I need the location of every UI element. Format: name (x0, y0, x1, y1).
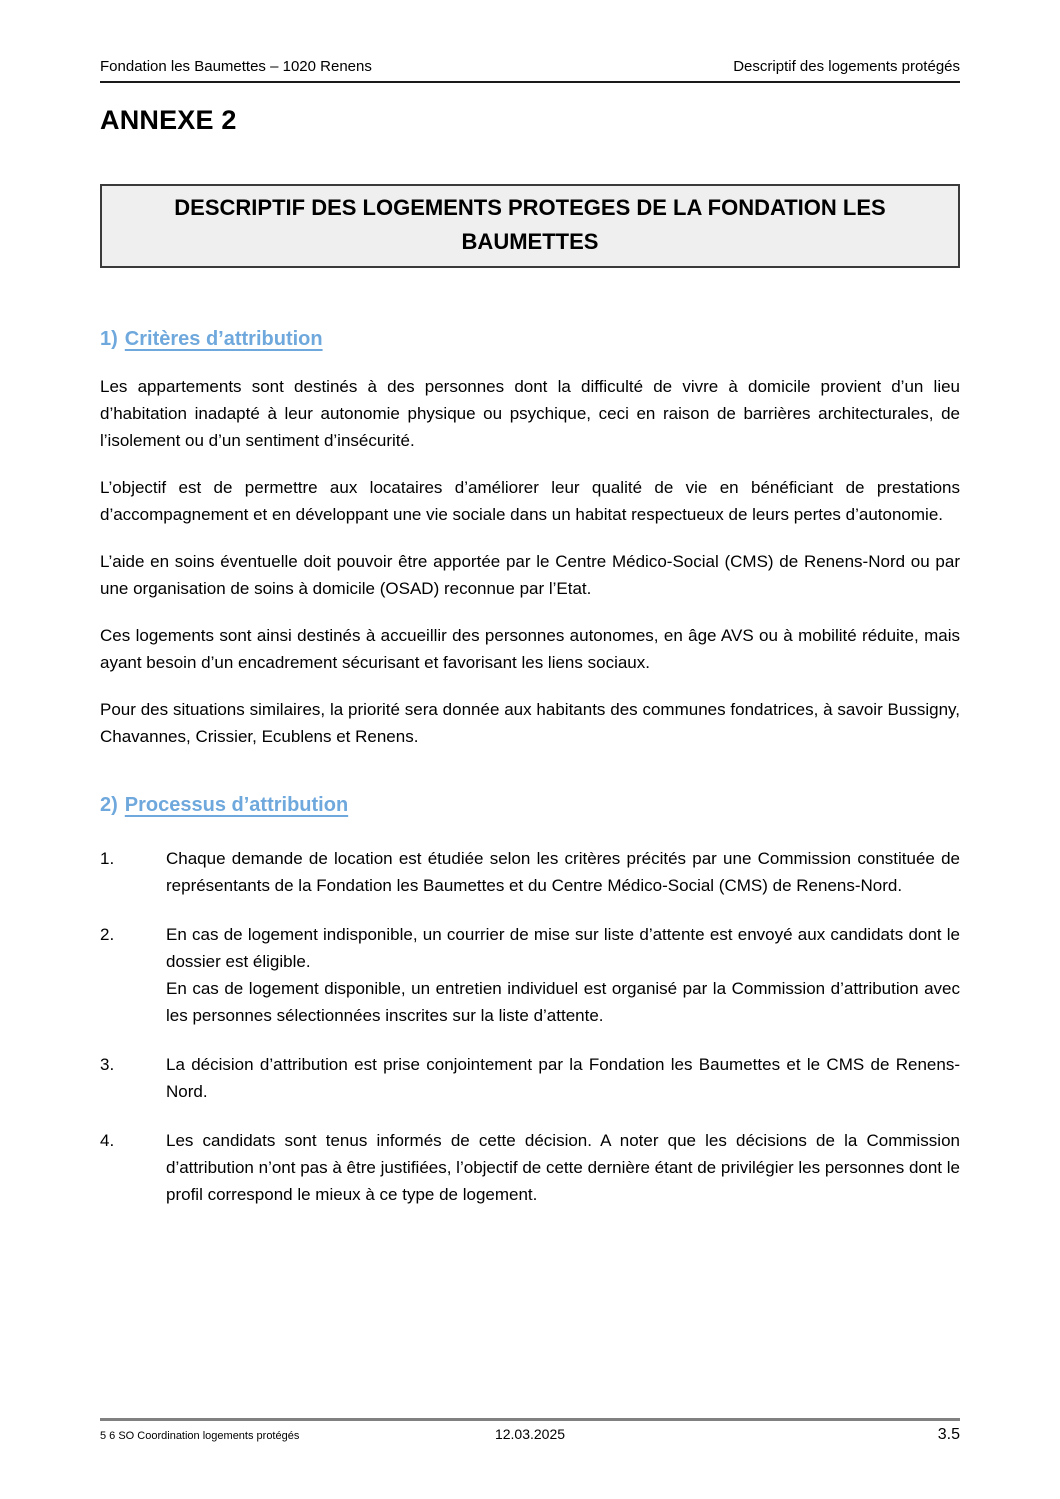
list-item-4 (100, 1127, 960, 1208)
list-item-number: 4. (100, 1131, 115, 1150)
document-title-box: DESCRIPTIF DES LOGEMENTS PROTEGES DE LA FONDATION LES BAUMETTES (100, 184, 960, 268)
section-2-heading (100, 794, 960, 817)
list-item-2 (100, 921, 960, 1029)
list-item-number: 2. (100, 925, 115, 944)
list-item-body (166, 921, 960, 1029)
numbered-list (100, 845, 960, 1230)
section-2-title: Processus d’attribution (124, 794, 349, 816)
list-item-1 (100, 845, 960, 899)
annexe-title: ANNEXE 2 (100, 105, 237, 135)
section-2-number: 2) (100, 794, 118, 816)
page-footer (100, 1418, 960, 1444)
list-item-3 (100, 1051, 960, 1105)
list-item-text: En cas de logement indisponible, un courrier de mise sur liste d’attente est envoyé aux candidats dont le dossier est éligible. (166, 925, 960, 971)
list-item-text: En cas de logement disponible, un entretien individuel est organisé par la Commission d’attribution avec les personnes sélectionnées inscrites sur la liste d’attente. (166, 979, 960, 1025)
paragraph: L’objectif est de permettre aux locataires d’améliorer leur qualité de vie en bénéficiant de prestations d’accompagnement et en développant une vie sociale dans un habitat respectueux de leurs pertes d’autonomie. (100, 478, 960, 524)
page-header (100, 58, 960, 83)
footer-page-number: 3.5 (937, 1426, 960, 1443)
list-item-body (166, 1051, 960, 1105)
section-1-heading (100, 328, 960, 351)
footer-date: 12.03.2025 (494, 1426, 566, 1442)
list-item-text: La décision d’attribution est prise conjointement par la Fondation les Baumettes et le CMS de Renens-Nord. (166, 1055, 960, 1101)
list-item-text: Les candidats sont tenus informés de cette décision. A noter que les décisions de la Commission d’attribution n’ont pas à être justifiées, l’objectif de cette dernière étant de privilégier les personnes dont le profil correspond le mieux à ce type de logement. (166, 1131, 960, 1204)
header-right-text: Descriptif des logements protégés (733, 58, 960, 75)
header-left-text: Fondation les Baumettes – 1020 Renens (100, 58, 372, 75)
list-item-number: 3. (100, 1055, 115, 1074)
paragraph: Pour des situations similaires, la priorité sera donnée aux habitants des communes fondatrices, à savoir Bussigny, Chavannes, Crissier, Ecublens et Renens. (100, 700, 960, 746)
list-item-body (166, 1127, 960, 1208)
section-1-number: 1) (100, 328, 118, 350)
list-item-text: Chaque demande de location est étudiée selon les critères précités par une Commission constituée de représentants de la Fondation les Baumettes et du Centre Médico-Social (CMS) de Renens-Nord. (166, 849, 960, 895)
paragraph: L’aide en soins éventuelle doit pouvoir être apportée par le Centre Médico-Social (CMS) de Renens-Nord ou par une organisation de soins à domicile (OSAD) reconnue par l’Etat. (100, 552, 960, 598)
footer-document-reference: 5 6 SO Coordination logements protégés (100, 1430, 300, 1442)
paragraph: Les appartements sont destinés à des personnes dont la difficulté de vivre à domicile provient d’un lieu d’habitation inadapté à leur autonomie physique ou psychique, ceci en raison de barrières architecturales, de l’isolement ou d’un sentiment d’insécurité. (100, 377, 960, 450)
paragraph: Ces logements sont ainsi destinés à accueillir des personnes autonomes, en âge AVS ou à mobilité réduite, mais ayant besoin d’un encadrement sécurisant et favorisant les liens sociaux. (100, 626, 960, 672)
list-item-number: 1. (100, 849, 115, 868)
list-item-body (166, 845, 960, 899)
section-1-title: Critères d’attribution (124, 328, 323, 350)
